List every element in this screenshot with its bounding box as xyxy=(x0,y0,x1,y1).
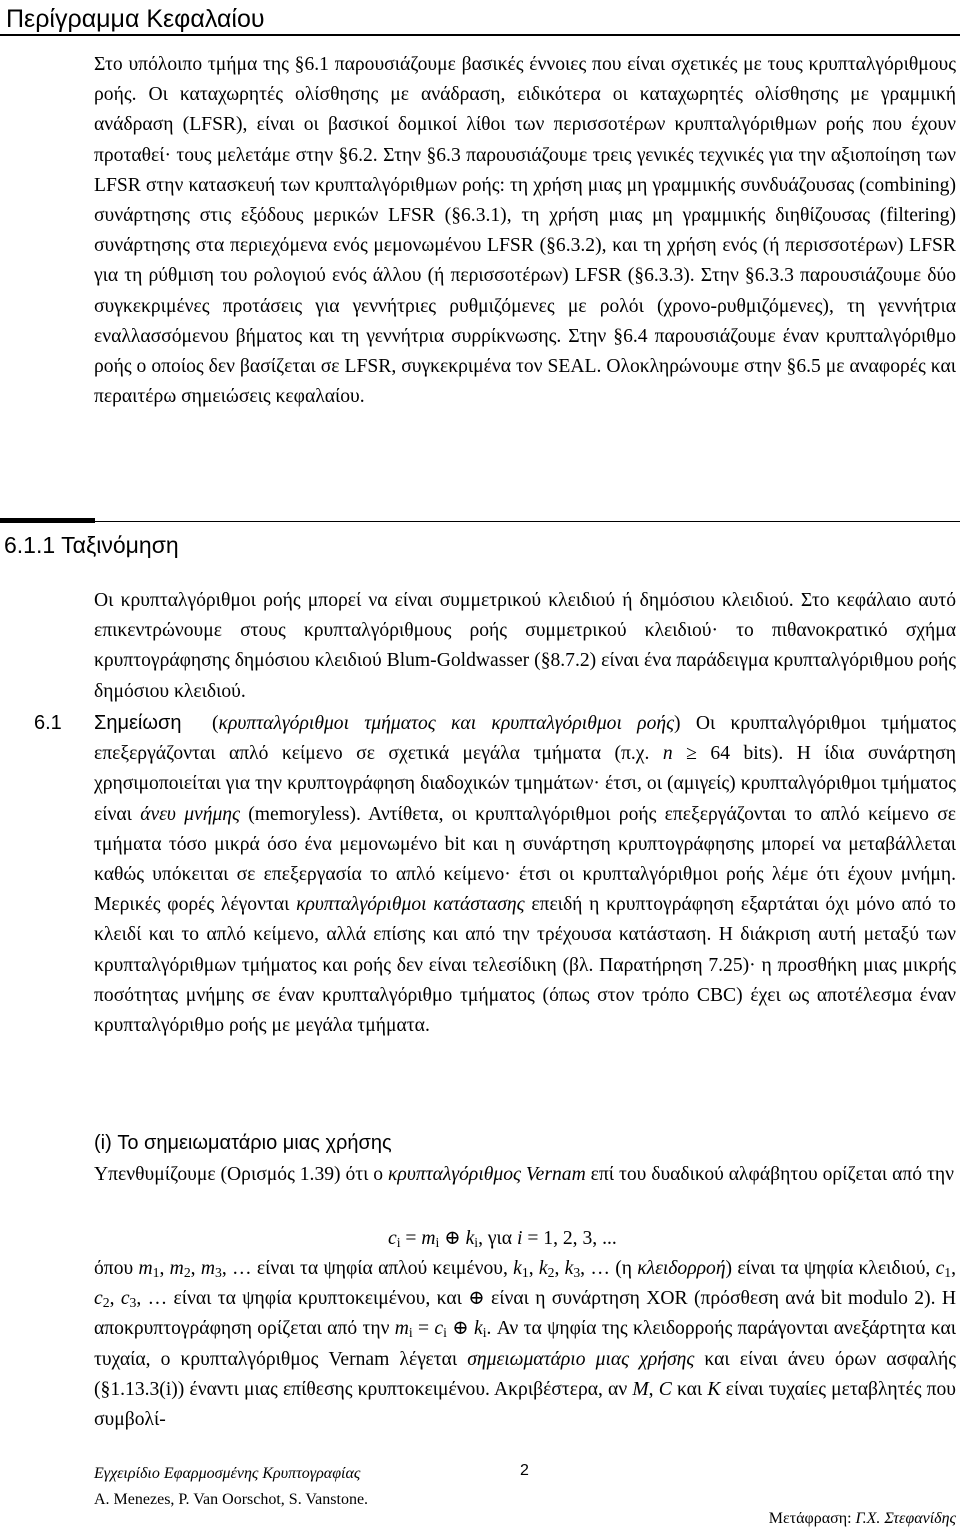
note-state-term: κρυπταλγόριθμοι κατάστασης xyxy=(296,894,525,916)
chapter-heading-text: Περίγραμμα Κεφαλαίου xyxy=(6,5,265,33)
var-M: M xyxy=(632,1378,649,1400)
var-K: K xyxy=(707,1378,721,1400)
separator: , xyxy=(951,1258,957,1279)
subscript: 3 xyxy=(215,1265,222,1280)
subscript: 1 xyxy=(152,1265,160,1280)
formula-k: k xyxy=(465,1228,475,1249)
where-text: όπου xyxy=(94,1258,139,1279)
subscript: i xyxy=(443,1325,447,1341)
subscript: 2 xyxy=(547,1265,555,1280)
section-rule-thin xyxy=(95,521,960,522)
formula-xor: ⊕ xyxy=(439,1228,466,1249)
vernam-intro xyxy=(94,1160,956,1190)
formula-m: m xyxy=(421,1228,436,1249)
chapter-heading-rule xyxy=(0,34,960,36)
note-paragraph xyxy=(94,708,956,1041)
var-c: c xyxy=(434,1318,444,1340)
keystream-term: κλειδορροή xyxy=(637,1258,726,1279)
separator: , xyxy=(109,1288,121,1310)
note-text-2: ≥ 64 bits). Η ίδια συνάρτηση χρησιμοποιείται για την κρυπτογράφηση διαδοχικών τμημάτων· έτσι, οι (αμιγείς) κρυπταλγόριθμοι τμήματος είναι xyxy=(94,743,956,825)
classification-paragraph: Οι κρυπταλγόριθμοι ροής μπορεί να είναι συμμετρικού κλειδιού ή δημόσιου κλειδιού. Στο κεφάλαιο αυτό επικεντρώνουμε στους κρυπταλγόριθμους ροής συμμετρικού κλειδιού· το πιθανοκρατικό σχήμα κρυπτογράφησης δημόσιου κλειδιού Blum-Goldwasser (§8.7.2) είναι ένα παράδειγμα κρυπταλγόριθμου ροής δημόσιου κλειδιού. xyxy=(94,590,956,702)
separator: , xyxy=(528,1258,539,1279)
var-c: c xyxy=(94,1288,103,1310)
equals: = xyxy=(412,1318,435,1340)
note-n-variable: n xyxy=(662,743,673,765)
note-text-1: Οι κρυπταλγόριθμοι τμήματος επεξεργάζονται απλό κείμενο σε σχετικά μεγάλα τμήματα (π.χ. xyxy=(94,713,956,765)
vernam-paragraph xyxy=(94,1254,956,1435)
footer-translation xyxy=(769,1508,956,1530)
subscript: i xyxy=(482,1325,487,1341)
vernam-formula xyxy=(388,1224,617,1254)
separator: , xyxy=(190,1258,201,1279)
note-number: 6.1 xyxy=(34,712,62,734)
where-text: , … είναι τα ψηφία απλού κειμένου, xyxy=(221,1258,514,1279)
where-text: και είναι άνευ όρων ασφαλής (§1.13.3(i)) έναντι μιας επίθεσης κρυπτοκειμένου. Ακριβέστερα, αν xyxy=(94,1348,957,1400)
separator: , xyxy=(648,1378,659,1400)
where-text: είναι τυχαίες μεταβλητές που συμβολί- xyxy=(94,1378,957,1431)
formula-sub: i xyxy=(396,1235,401,1250)
formula-gia: για xyxy=(487,1228,517,1249)
var-k: k xyxy=(538,1258,548,1279)
subscript: 3 xyxy=(573,1265,581,1280)
note-qualifier-open: ( xyxy=(212,713,219,734)
intro-paragraph: Στο υπόλοιπο τμήμα της §6.1 παρουσιάζουμε βασικές έννοιες που είναι σχετικές με τους κρυπταλγόριθμους ροής. Οι καταχωρητές ολίσθησης με ανάδραση, ειδικότερα οι καταχωρητές ολίσθησης με γραμμική ανάδραση (LFSR), είναι οι βασικοί δομικοί λίθοι των περισσοτέρων κρυπταλγόριθμων ροής που έχουν προταθεί· τους μελετάμε στην §6.2. Στην §6.3 παρουσιάζουμε τρεις γενικές τεχνικές για την αξιοποίηση των LFSR στην κατασκευή των κρυπταλγόριθμων ροής: τη χρήση μιας μη γραμμικής συνδυάζουσας (combining) συνάρτησης στις εξόδους μερικών LFSR (§6.3.1), τη χρήση μιας μη γραμμικής διηθίζουσας (filtering) συνάρτησης στα περιεχόμενα ενός μεμονωμένου LFSR (§6.3.2), και τη χρήση ενός (ή περισσοτέρων) LFSR για τη ρύθμιση του ρολογιού ενός άλλου (ή περισσοτέρων) LFSR (§6.3.3). Στην §6.3.3 παρουσιάζουμε δύο συγκεκριμένες προτάσεις για γεννήτριες ρυθμιζόμενες με ρολόι (χρονο-ρυθμιζόμενες), τη γεννήτρια εναλλασσόμενου βήματος και τη γεννήτρια συρρίκνωσης. Στην §6.4 παρουσιάζουμε έναν κρυπταλγόριθμο ροής ο οποίος δεν βασίζεται σε LFSR, συγκεκριμένα τον SEAL. Ολοκληρώνουμε στην §6.5 με αναφορές και περαιτέρω σημειώσεις κεφαλαίου. xyxy=(94,54,956,408)
var-m: m xyxy=(169,1258,184,1279)
note-qualifier: κρυπταλγόριθμοι τμήματος και κρυπταλγόριθμοι ροής xyxy=(218,713,675,734)
translation-label: Μετάφραση: xyxy=(768,1510,856,1527)
note-memoryless-term: άνευ μνήμης xyxy=(140,803,240,825)
footer-authors: A. Menezes, P. Van Oorschot, S. Vanstone. xyxy=(94,1491,369,1508)
var-m: m xyxy=(394,1318,409,1340)
subscript: 2 xyxy=(183,1265,191,1280)
subscript: 1 xyxy=(521,1265,529,1280)
formula-sub: i xyxy=(474,1235,479,1250)
separator: , xyxy=(159,1258,170,1279)
translator-name: Γ.Χ. Στεφανίδης xyxy=(855,1510,956,1527)
one-time-pad-term: σημειωματάριο μιας χρήσης xyxy=(467,1348,695,1370)
page-number: 2 xyxy=(520,1462,529,1479)
note-text-3: (memoryless). Αντίθετα, οι κρυπταλγόριθμοι ροής επεξεργάζονται το απλό κείμενο σε τμήματα τόσο μικρά όσο ένα μεμονωμένο bit και η συνάρτηση κρυπτογράφησης μπορεί να μεταβάλλεται καθώς υπόκειται σε επεξεργασία το απλό κείμενο· έτσι οι κρυπταλγόριθμοι ροής λέμε ότι έχουν μνήμη. Μερικές φορές λέγονται xyxy=(94,803,957,916)
var-k: k xyxy=(564,1258,574,1279)
section-heading: 6.1.1 Ταξινόμηση xyxy=(4,532,179,558)
var-k: k xyxy=(474,1318,483,1340)
formula-eq: = xyxy=(400,1228,422,1249)
note-qualifier-close: ) xyxy=(674,713,681,734)
chapter-heading xyxy=(6,3,956,35)
var-k: k xyxy=(513,1258,522,1279)
subscript: 1 xyxy=(944,1265,952,1280)
formula-i: i xyxy=(516,1228,523,1249)
formula-c: c xyxy=(388,1228,397,1249)
where-text: , … είναι τα ψηφία κρυπτοκειμένου, και ⊕ είναι η συνάρτηση XOR (πρόσθεση ανά bit modulo 2). Η αποκρυπτογράφηση ορίζεται από την xyxy=(94,1288,956,1340)
xor-symbol: ⊕ xyxy=(446,1318,474,1340)
var-c: c xyxy=(935,1258,945,1279)
where-text: ) είναι τα ψηφία κλειδιού, xyxy=(725,1258,936,1279)
note-text-4: επειδή η κρυπτογράφηση εξαρτάται όχι μόνο από το κλειδί και το απλό κείμενο, αλλά επίσης και από την τρέχουσα κατάσταση. Η διάκριση αυτή μεταξύ των κρυπταλγόριθμων τμήματος και ροής δεν είναι τελεσίδικη (βλ. Παρατήρηση 7.25)· η προσθήκη μιας μικρής ποσότητας μνήμης σε έναν κρυπταλγόριθμο τμήματος (όπως στον τρόπο CBC) έχει ως αποτέλεσμα έναν κρυπταλγόριθμο ροής με μεγάλα τμήματα. xyxy=(94,894,956,1037)
formula-range: = 1, 2, 3, ... xyxy=(522,1228,617,1249)
subscript: 2 xyxy=(102,1295,110,1311)
subscript: 3 xyxy=(129,1295,137,1311)
where-text: . Αν τα ψηφία της κλειδορροής παράγονται ανεξάρτητα και τυχαία, ο κρυπταλγόριθμος Vernam λέγεται xyxy=(94,1318,956,1370)
where-text: , … (η xyxy=(580,1258,638,1279)
var-c: c xyxy=(120,1288,130,1310)
subscript: i xyxy=(408,1325,413,1341)
var-m: m xyxy=(200,1258,215,1279)
vernam-intro-text-b: επί του δυαδικού αλφάβητου ορίζεται από την xyxy=(585,1164,954,1185)
footer-book-title: Εγχειρίδιο Εφαρμοσμένης Κρυπτογραφίας xyxy=(94,1465,361,1482)
var-m: m xyxy=(138,1258,153,1279)
separator: , xyxy=(554,1258,565,1279)
where-text: και xyxy=(671,1378,708,1400)
vernam-term: κρυπταλγόριθμος Vernam xyxy=(388,1164,586,1185)
vernam-intro-text-a: Υπενθυμίζουμε (Ορισμός 1.39) ότι ο xyxy=(94,1164,389,1185)
section-rule-thick xyxy=(0,518,95,523)
note-title: Σημείωση xyxy=(94,712,182,734)
var-C: C xyxy=(658,1378,672,1400)
formula-sub: i xyxy=(435,1235,440,1250)
formula-comma: , xyxy=(478,1228,488,1249)
subsection-heading: (i) Το σημειωματάριο μιας χρήσης xyxy=(94,1132,392,1154)
